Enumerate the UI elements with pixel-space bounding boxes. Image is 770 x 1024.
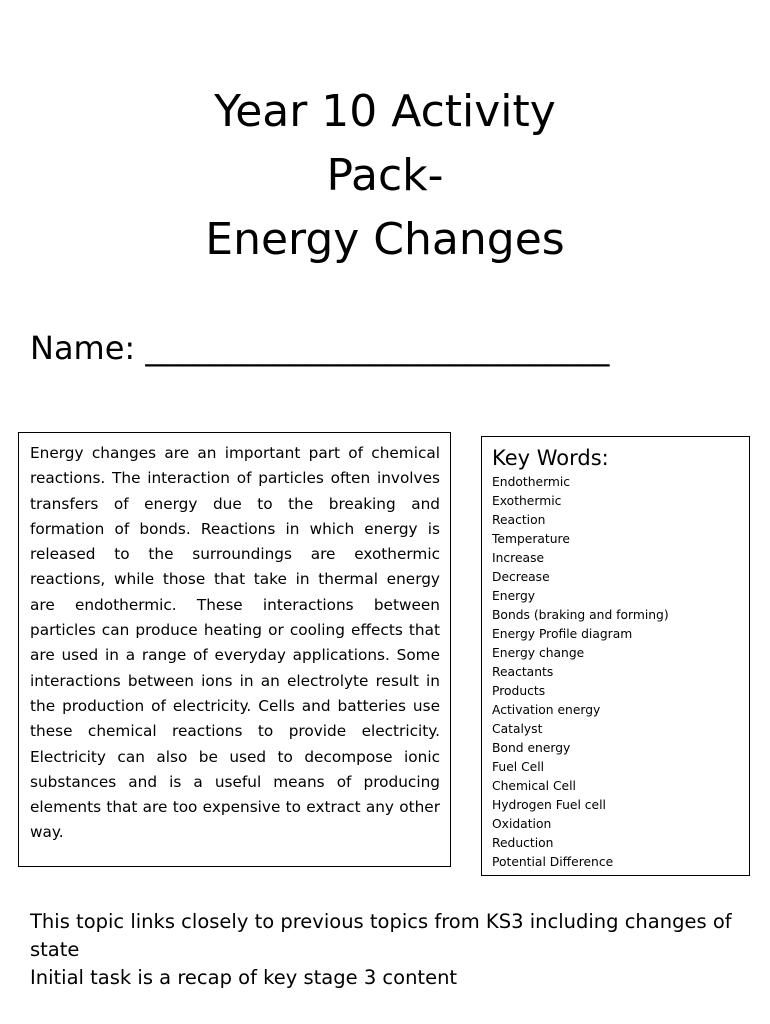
key-word-item: Reduction xyxy=(492,836,554,850)
name-field[interactable] xyxy=(30,326,609,370)
key-word-item: Increase xyxy=(492,551,545,565)
key-word-item: Energy xyxy=(492,589,536,603)
title-line-2: Pack- xyxy=(326,150,444,201)
footer-notes xyxy=(30,908,750,992)
key-word-item: Energy Profile diagram xyxy=(492,627,633,641)
key-words-box xyxy=(481,436,750,876)
key-word-item: Reactants xyxy=(492,665,554,679)
key-word-item: Exothermic xyxy=(492,494,562,508)
page-title xyxy=(0,80,770,272)
key-word-item: Potential Difference xyxy=(492,855,614,869)
key-word-item: Activation energy xyxy=(492,703,601,717)
key-word-item: Catalyst xyxy=(492,722,543,736)
key-word-item: Hydrogen Fuel cell xyxy=(492,798,606,812)
key-word-item: Bond energy xyxy=(492,741,571,755)
name-blank-line[interactable]: _____________________________ xyxy=(145,329,610,367)
key-word-item: Energy change xyxy=(492,646,585,660)
key-word-item: Products xyxy=(492,684,546,698)
key-word-item: Chemical Cell xyxy=(492,779,576,793)
title-line-3: Energy Changes xyxy=(205,214,565,265)
title-line-1: Year 10 Activity xyxy=(214,86,556,137)
key-words-title: Key Words: xyxy=(492,446,609,470)
key-word-item: Endothermic xyxy=(492,475,571,489)
intro-box xyxy=(18,432,451,867)
key-word-item: Oxidation xyxy=(492,817,552,831)
footer-line-1: This topic links closely to previous topics from KS3 including changes of state xyxy=(30,910,732,961)
key-word-item: Fuel Cell xyxy=(492,760,545,774)
key-words-list xyxy=(492,473,743,872)
key-word-item: Reaction xyxy=(492,513,546,527)
key-word-item: Bonds (braking and forming) xyxy=(492,608,669,622)
key-word-item: Decrease xyxy=(492,570,550,584)
name-label: Name: xyxy=(30,329,136,367)
key-word-item: Temperature xyxy=(492,532,570,546)
intro-paragraph: Energy changes are an important part of chemical reactions. The interaction of particles often involves transfers of energy due to the breaking and formation of bonds. Reactions in which energy is released to the surroundings are exothermic reactions, while those that take in thermal energy are endothermic. These interactions between particles can produce heating or cooling effects that are used in a range of everyday applications. Some interactions between ions in an electrolyte result in the production of electricity. Cells and batteries use these chemical reactions to provide electricity. Electricity can also be used to decompose ionic substances and is a useful means of producing elements that are too expensive to extract any other way. xyxy=(30,444,440,842)
footer-line-2: Initial task is a recap of key stage 3 content xyxy=(30,966,458,989)
